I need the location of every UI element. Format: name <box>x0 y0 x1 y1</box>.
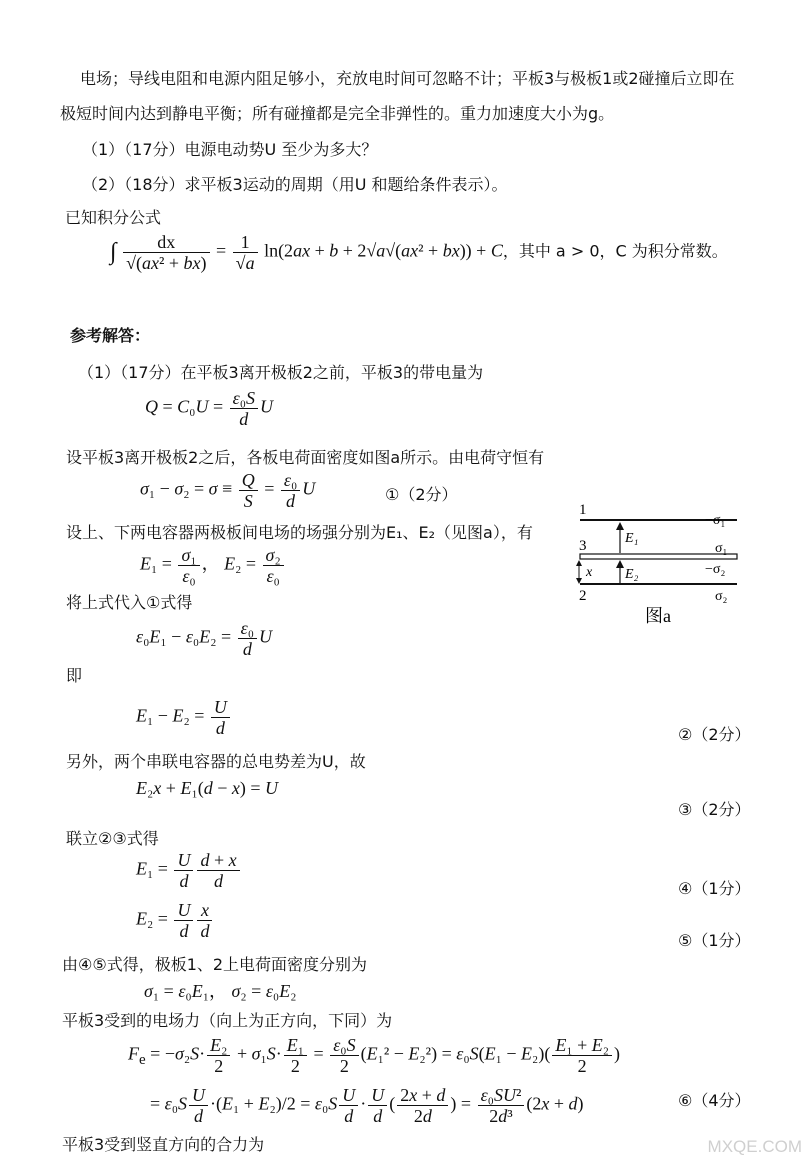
plate-3 <box>580 554 737 559</box>
integral-title: 已知积分公式 <box>65 208 162 227</box>
solution-p8: 由④⑤式得，极板1、2上电荷面密度分别为 <box>62 955 368 974</box>
question-2: （2）（18分）求平板3运动的周期（用U 和题给条件表示）。 <box>82 175 508 194</box>
eq-5: E₂ = $\frac{U}{d}$ $\frac{x}{d}$ <box>136 900 214 941</box>
x-label: x <box>586 565 593 580</box>
e2-label: E₂ <box>625 567 639 582</box>
intro-line-1: 电场；导线电阻和电源内阻足够小，充放电时间可忽略不计；平板3与极板1或2碰撞后立即在 <box>80 69 735 88</box>
eq-substituted: ε₀E₁ − ε₀E₂ = $\frac{\text{ε₀}}{d}$ U <box>136 618 272 659</box>
score-4: ④（1分） <box>678 879 751 898</box>
integral-formula: ∫ $\frac{dx}{\text{√(ax² + bx)}}$ = $\frac{1}{√a}$ ln(2ax + b + 2√a√(ax² + bx)) + C，其中 a > 0，C 为积分常数。 <box>110 232 728 273</box>
integral-note: ，其中 a > 0，C 为积分常数。 <box>502 241 728 261</box>
score-6: ⑥（4分） <box>678 1091 751 1110</box>
eq-densities: σ₁ = ε₀E₁， σ₂ = ε₀E₂ <box>144 981 297 1001</box>
watermark: MXQE.COM <box>707 1137 802 1156</box>
solution-heading: 参考解答： <box>70 326 151 345</box>
solution-p2: 设平板3离开极板2之后，各板电荷面密度如图a所示。由电荷守恒有 <box>66 448 545 467</box>
solution-p5: 即 <box>66 666 83 685</box>
eq-fields: E₁ = $\frac{\text{σ₁}}{\text{ε₀}}$ ， E₂ = $\frac{\text{σ₂}}{\text{ε₀}}$ <box>140 545 286 586</box>
eq-force-1: $F_e = -\sigma_2S\cdot$ $\frac{\text{E₂}}{2}$ + σ₁S· $\frac{\text{E₁}}{2}$ = $\frac{\text{ε₀S}}{2}$ (E₁² − E₂²) = ε₀S(E₁ − E₂)( $\frac{\text{E₁ + E₂}}{2}$ ) <box>128 1035 621 1076</box>
eq-3: E₂x + E₁(d − x) = U <box>136 778 279 798</box>
plate-3-label: 3 <box>579 538 587 554</box>
x-arrow-up <box>576 560 582 566</box>
score-3: ③（2分） <box>678 800 751 819</box>
solution-p7: 联立②③式得 <box>66 829 159 848</box>
eq-charge: Q = C₀U = $\frac{\text{ε₀S}}{d}$ U <box>145 388 273 429</box>
eq-4: E₁ = $\frac{U}{d}$ $\frac{d + x}{d}$ <box>136 850 242 891</box>
solution-p3: 设上、下两电容器两极板间电场的场强分别为E₁、E₂（见图a），有 <box>66 523 533 542</box>
score-5: ⑤（1分） <box>678 931 751 950</box>
intro-line-2: 极短时间内达到静电平衡；所有碰撞都是完全非弹性的。重力加速度大小为g。 <box>60 104 615 123</box>
solution-p10: 平板3受到竖直方向的合力为 <box>62 1135 265 1154</box>
score-2: ②（2分） <box>678 725 751 744</box>
question-1: （1）（17分）电源电动势U 至少为多大？ <box>82 140 378 159</box>
sigma-mid2-label: −σ₂ <box>705 562 726 577</box>
sigma-top-label: −σ₁ <box>705 513 726 528</box>
sigma-mid1-label: σ₁ <box>715 541 728 556</box>
plate-1-label: 1 <box>579 502 587 518</box>
solution-p6: 另外，两个串联电容器的总电势差为U，故 <box>66 752 366 771</box>
solution-p4: 将上式代入①式得 <box>66 593 193 612</box>
plate-2-label: 2 <box>579 588 587 604</box>
e1-label: E₁ <box>625 531 639 546</box>
eq-force-2: = ε₀S $\frac{U}{d}$ ·(E₁ + E₂)/2 = ε₀S $\frac{U}{d}$ · $\frac{U}{d}$ ( $\frac{2x + d}{2d}$ ) = $\frac{\text{ε₀SU²}}{\text{2d³}}$ (2x + d) <box>150 1085 584 1126</box>
solution-p9: 平板3受到的电场力（向上为正方向，下同）为 <box>62 1011 393 1030</box>
e1-arrowhead <box>616 522 624 530</box>
score-1: ①（2分） <box>385 485 458 504</box>
sigma-bot-label: σ₂ <box>715 589 728 604</box>
eq-2: E₁ − E₂ = $\frac{U}{d}$ <box>136 697 232 738</box>
eq-1: σ₁ − σ₂ = σ ≡ $\frac{Q}{S}$ = $\frac{\text{ε₀}}{d}$ U <box>140 470 316 511</box>
solution-p1: （1）（17分）在平板3离开极板2之前，平板3的带电量为 <box>78 363 484 382</box>
figure-caption: 图a <box>645 606 671 626</box>
e2-arrowhead <box>616 560 624 568</box>
figure-a <box>565 500 765 630</box>
